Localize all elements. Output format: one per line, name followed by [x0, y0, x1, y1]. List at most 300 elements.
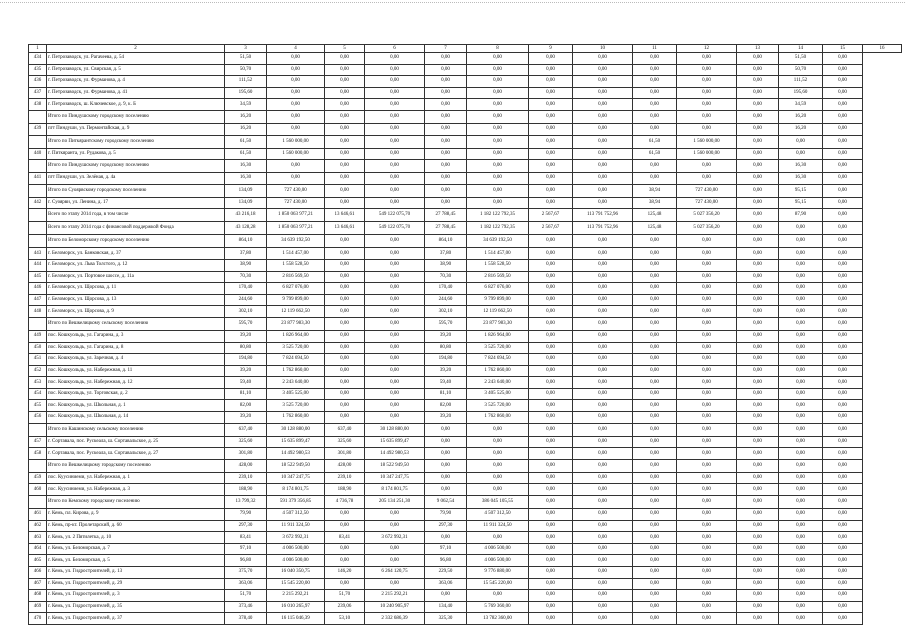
value-cell-col-9: 0,00 — [529, 99, 573, 111]
address-cell: г. Беломорск, ул. Льва Толстого, д. 12 — [47, 259, 225, 271]
value-cell-col-10: 0,00 — [573, 543, 633, 555]
value-cell-col-3: 373,46 — [225, 601, 267, 613]
value-cell-col-9: 0,00 — [529, 436, 573, 448]
row-number: 452 — [29, 365, 47, 377]
value-cell-col-9: 0,00 — [529, 400, 573, 412]
value-cell-col-11: 0,00 — [633, 99, 677, 111]
value-cell-col-11: 0,00 — [633, 173, 677, 185]
value-cell-col-3: 297,30 — [225, 520, 267, 532]
address-cell: пос. Кошкуольдь, ул. Набережная, д. 12 — [47, 377, 225, 389]
value-cell-col-10: 0,00 — [573, 294, 633, 306]
value-cell-col-11: 0,00 — [633, 448, 677, 460]
value-cell-col-10: 0,00 — [573, 484, 633, 496]
address-cell: Итого по Вешкелицкому городскому поселению — [47, 459, 225, 472]
value-cell-col-9: 0,00 — [529, 259, 573, 271]
value-cell-col-10: 0,00 — [573, 412, 633, 424]
value-cell-col-11: 0,00 — [633, 259, 677, 271]
value-cell-col-5: 83,41 — [325, 532, 365, 544]
value-cell-col-5: 0,00 — [325, 543, 365, 555]
value-cell-col-3: 50,70 — [225, 64, 267, 76]
value-cell-col-6: 14 492 980,53 — [365, 448, 425, 460]
value-cell-col-5: 0,00 — [325, 197, 365, 209]
value-cell-col-13: 0,00 — [737, 330, 779, 342]
value-cell-col-13: 0,00 — [737, 76, 779, 88]
value-cell-col-7: 0,00 — [425, 590, 467, 602]
value-cell-col-6: 205 134 251,30 — [365, 496, 425, 509]
value-cell-col-12: 0,00 — [677, 259, 737, 271]
value-cell-col-12: 0,00 — [677, 64, 737, 76]
value-cell-col-4: 16 010 265,97 — [267, 601, 325, 613]
value-cell-col-5: 0,00 — [325, 377, 365, 389]
value-cell-col-11: 0,00 — [633, 271, 677, 283]
value-cell-col-15: 0,00 — [823, 235, 863, 248]
value-cell-col-13: 0,00 — [737, 448, 779, 460]
value-cell-col-5: 53,10 — [325, 613, 365, 625]
subtotal-row — [29, 209, 902, 222]
table-row — [29, 377, 902, 389]
value-cell-col-7: 0,00 — [425, 99, 467, 111]
value-cell-col-6: 0,00 — [365, 184, 425, 197]
value-cell-col-12: 0,00 — [677, 294, 737, 306]
value-cell-col-15: 0,00 — [823, 509, 863, 521]
value-cell-col-9: 0,00 — [529, 306, 573, 318]
value-cell-col-15: 0,00 — [823, 342, 863, 354]
value-cell-col-14: 0,00 — [779, 555, 823, 567]
value-cell-col-9: 0,00 — [529, 448, 573, 460]
value-cell-col-10: 0,00 — [573, 365, 633, 377]
value-cell-col-13: 0,00 — [737, 99, 779, 111]
value-cell-col-7: 229,50 — [425, 567, 467, 579]
value-cell-col-3: 363,06 — [225, 578, 267, 590]
value-cell-col-13: 0,00 — [737, 590, 779, 602]
value-cell-col-12: 0,00 — [677, 578, 737, 590]
value-cell-col-5: 0,00 — [325, 87, 365, 99]
value-cell-col-14: 0,00 — [779, 601, 823, 613]
value-cell-col-4: 1 826 964,00 — [267, 330, 325, 342]
value-cell-col-7: 363,06 — [425, 578, 467, 590]
value-cell-col-14: 95,15 — [779, 197, 823, 209]
value-cell-col-4: 10 347 247,75 — [267, 472, 325, 484]
value-cell-col-14: 0,00 — [779, 423, 823, 436]
value-cell-col-10: 0,00 — [573, 448, 633, 460]
value-cell-col-13: 0,00 — [737, 259, 779, 271]
value-cell-col-6: 0,00 — [365, 76, 425, 88]
table-row — [29, 53, 902, 65]
value-cell-col-8: 0,00 — [467, 135, 529, 148]
value-cell-col-7: 39,20 — [425, 365, 467, 377]
value-cell-col-13: 0,00 — [737, 459, 779, 472]
value-cell-col-6: 10 347 247,75 — [365, 472, 425, 484]
table-row — [29, 354, 902, 366]
value-cell-col-8: 386 045 105,55 — [467, 496, 529, 509]
value-cell-col-14: 111,52 — [779, 76, 823, 88]
value-cell-col-4: 2 215 292,21 — [267, 590, 325, 602]
value-cell-col-5: 0,00 — [325, 578, 365, 590]
value-cell-col-4: 14 492 980,53 — [267, 448, 325, 460]
value-cell-col-9: 0,00 — [529, 342, 573, 354]
value-cell-col-8: 0,00 — [467, 532, 529, 544]
value-cell-col-11: 0,00 — [633, 567, 677, 579]
value-cell-col-13: 0,00 — [737, 209, 779, 222]
row-number: 457 — [29, 436, 47, 448]
value-cell-col-12: 1 560 000,00 — [677, 148, 737, 160]
value-cell-col-3: 595,70 — [225, 317, 267, 330]
value-cell-col-6: 0,00 — [365, 555, 425, 567]
value-cell-col-8: 3 525 720,00 — [467, 342, 529, 354]
value-cell-col-15: 0,00 — [823, 87, 863, 99]
value-cell-col-13: 0,00 — [737, 532, 779, 544]
value-cell-col-13: 0,00 — [737, 601, 779, 613]
value-cell-col-12: 727 430,00 — [677, 197, 737, 209]
subtotal-row — [29, 222, 902, 235]
value-cell-col-5: 0,00 — [325, 173, 365, 185]
value-cell-col-10: 0,00 — [573, 342, 633, 354]
value-cell-col-15: 0,00 — [823, 354, 863, 366]
value-cell-col-11: 0,00 — [633, 64, 677, 76]
value-cell-col-14: 16,20 — [779, 110, 823, 123]
row-number: 447 — [29, 294, 47, 306]
row-number: 458 — [29, 448, 47, 460]
value-cell-col-11: 0,00 — [633, 520, 677, 532]
row-number — [29, 135, 47, 148]
value-cell-col-15: 0,00 — [823, 317, 863, 330]
table-row — [29, 400, 902, 412]
value-cell-col-10: 0,00 — [573, 135, 633, 148]
table-row — [29, 412, 902, 424]
value-cell-col-3: 38,90 — [225, 259, 267, 271]
value-cell-col-5: 51,70 — [325, 590, 365, 602]
value-cell-col-8: 0,00 — [467, 184, 529, 197]
value-cell-col-13: 0,00 — [737, 543, 779, 555]
value-cell-col-3: 244,60 — [225, 294, 267, 306]
value-cell-col-7: 79,90 — [425, 509, 467, 521]
value-cell-col-15: 0,00 — [823, 271, 863, 283]
value-cell-col-15: 0,00 — [823, 601, 863, 613]
value-cell-col-3: 37,80 — [225, 248, 267, 260]
value-cell-col-8: 1 762 860,00 — [467, 412, 529, 424]
value-cell-col-7: 244,60 — [425, 294, 467, 306]
value-cell-col-7: 0,00 — [425, 472, 467, 484]
value-cell-col-14: 34,59 — [779, 99, 823, 111]
row-number: 459 — [29, 472, 47, 484]
value-cell-col-3: 378,40 — [225, 613, 267, 625]
value-cell-col-7: 0,00 — [425, 110, 467, 123]
value-cell-col-9: 0,00 — [529, 64, 573, 76]
value-cell-col-11: 0,00 — [633, 160, 677, 173]
value-cell-col-15: 0,00 — [823, 365, 863, 377]
value-cell-col-10: 0,00 — [573, 148, 633, 160]
value-cell-col-6: 0,00 — [365, 99, 425, 111]
subtotal-row — [29, 317, 902, 330]
address-cell: пос. Кошкуольдь, ул. Школьная, д. 1 — [47, 400, 225, 412]
value-cell-col-4: 16 115 046,39 — [267, 613, 325, 625]
value-cell-col-6: 18 522 949,50 — [365, 459, 425, 472]
row-number — [29, 459, 47, 472]
value-cell-col-12: 0,00 — [677, 76, 737, 88]
row-number: 434 — [29, 53, 47, 65]
value-cell-col-3: 79,90 — [225, 509, 267, 521]
value-cell-col-7: 170,40 — [425, 283, 467, 295]
value-cell-col-15: 0,00 — [823, 123, 863, 135]
value-cell-col-3: 194,80 — [225, 354, 267, 366]
value-cell-col-14: 16,20 — [779, 123, 823, 135]
value-cell-col-9: 0,00 — [529, 87, 573, 99]
value-cell-col-12: 0,00 — [677, 87, 737, 99]
value-cell-col-14: 0,00 — [779, 135, 823, 148]
value-cell-col-7: 0,00 — [425, 173, 467, 185]
value-cell-col-4: 2 243 640,00 — [267, 377, 325, 389]
value-cell-col-13: 0,00 — [737, 412, 779, 424]
value-cell-col-12: 0,00 — [677, 160, 737, 173]
value-cell-col-10: 0,00 — [573, 520, 633, 532]
value-cell-col-7: 302,10 — [425, 306, 467, 318]
value-cell-col-14: 0,00 — [779, 306, 823, 318]
value-cell-col-13: 0,00 — [737, 509, 779, 521]
value-cell-col-10: 0,00 — [573, 197, 633, 209]
row-number — [29, 160, 47, 173]
value-cell-col-6: 0,00 — [365, 148, 425, 160]
value-cell-col-10: 0,00 — [573, 123, 633, 135]
value-cell-col-14: 0,00 — [779, 496, 823, 509]
value-cell-col-13: 0,00 — [737, 388, 779, 400]
row-number: 441 — [29, 173, 47, 185]
value-cell-col-13: 0,00 — [737, 294, 779, 306]
value-cell-col-3: 61,50 — [225, 148, 267, 160]
value-cell-col-13: 0,00 — [737, 436, 779, 448]
value-cell-col-10: 0,00 — [573, 160, 633, 173]
value-cell-col-12: 727 430,00 — [677, 184, 737, 197]
value-cell-col-9: 0,00 — [529, 459, 573, 472]
value-cell-col-7: 37,80 — [425, 248, 467, 260]
table-row — [29, 543, 902, 555]
value-cell-col-9: 0,00 — [529, 135, 573, 148]
value-cell-col-6: 30 128 880,00 — [365, 423, 425, 436]
value-cell-col-15: 0,00 — [823, 306, 863, 318]
value-cell-col-6: 549 122 075,70 — [365, 222, 425, 235]
value-cell-col-10: 0,00 — [573, 64, 633, 76]
value-cell-col-15: 0,00 — [823, 173, 863, 185]
value-cell-col-11: 0,00 — [633, 578, 677, 590]
column-header-6: 6 — [365, 45, 425, 53]
value-cell-col-9: 0,00 — [529, 148, 573, 160]
value-cell-col-6: 2 215 292,21 — [365, 590, 425, 602]
address-cell: г. Беломорск, ул. Щорсова, д. 13 — [47, 294, 225, 306]
value-cell-col-13: 0,00 — [737, 423, 779, 436]
value-cell-col-14: 0,00 — [779, 365, 823, 377]
value-cell-col-8: 4 006 500,00 — [467, 543, 529, 555]
value-cell-col-11: 38,94 — [633, 197, 677, 209]
value-cell-col-13: 0,00 — [737, 173, 779, 185]
value-cell-col-9: 0,00 — [529, 543, 573, 555]
value-cell-col-3: 43 216,18 — [225, 209, 267, 222]
value-cell-col-7: 59,40 — [425, 377, 467, 389]
value-cell-col-13: 0,00 — [737, 283, 779, 295]
row-number — [29, 184, 47, 197]
value-cell-col-6: 0,00 — [365, 365, 425, 377]
value-cell-col-5: 0,00 — [325, 53, 365, 65]
value-cell-col-14: 0,00 — [779, 509, 823, 521]
value-cell-col-13: 0,00 — [737, 578, 779, 590]
value-cell-col-3: 61,50 — [225, 135, 267, 148]
value-cell-col-7: 194,80 — [425, 354, 467, 366]
value-cell-col-8: 0,00 — [467, 64, 529, 76]
value-cell-col-8: 0,00 — [467, 110, 529, 123]
value-cell-col-10: 0,00 — [573, 532, 633, 544]
value-cell-col-10: 0,00 — [573, 173, 633, 185]
value-cell-col-15: 0,00 — [823, 543, 863, 555]
value-cell-col-7: 0,00 — [425, 135, 467, 148]
value-cell-col-14: 0,00 — [779, 248, 823, 260]
value-cell-col-3: 239,10 — [225, 472, 267, 484]
table-row — [29, 342, 902, 354]
value-cell-col-14: 0,00 — [779, 484, 823, 496]
value-cell-col-13: 0,00 — [737, 400, 779, 412]
value-cell-col-14: 0,00 — [779, 578, 823, 590]
value-cell-col-3: 375,70 — [225, 567, 267, 579]
value-cell-col-11: 0,00 — [633, 459, 677, 472]
value-cell-col-8: 0,00 — [467, 160, 529, 173]
value-cell-col-14: 0,00 — [779, 590, 823, 602]
value-cell-col-9: 0,00 — [529, 509, 573, 521]
value-cell-col-10: 0,00 — [573, 110, 633, 123]
value-cell-col-3: 864,10 — [225, 235, 267, 248]
value-cell-col-3: 51,70 — [225, 590, 267, 602]
value-cell-col-4: 0,00 — [267, 64, 325, 76]
value-cell-col-14: 0,00 — [779, 377, 823, 389]
value-cell-col-4: 3 525 720,00 — [267, 400, 325, 412]
address-cell: пгт Пиндуши, ул. Пермонтайская, д. 9 — [47, 123, 225, 135]
table-row — [29, 613, 902, 625]
value-cell-col-15: 0,00 — [823, 567, 863, 579]
value-cell-col-7: 0,00 — [425, 53, 467, 65]
value-cell-col-15: 0,00 — [823, 135, 863, 148]
address-cell: пос. Кошкуольдь, ул. Гагарина, д. 8 — [47, 342, 225, 354]
value-cell-col-12: 0,00 — [677, 472, 737, 484]
value-cell-col-15: 0,00 — [823, 496, 863, 509]
value-cell-col-3: 428,00 — [225, 459, 267, 472]
value-cell-col-5: 0,00 — [325, 148, 365, 160]
value-cell-col-12: 0,00 — [677, 613, 737, 625]
value-cell-col-13: 0,00 — [737, 567, 779, 579]
value-cell-col-13: 0,00 — [737, 365, 779, 377]
value-cell-col-4: 18 522 949,50 — [267, 459, 325, 472]
value-cell-col-14: 0,00 — [779, 520, 823, 532]
value-cell-col-5: 13 646,61 — [325, 222, 365, 235]
value-cell-col-12: 0,00 — [677, 99, 737, 111]
value-cell-col-13: 0,00 — [737, 248, 779, 260]
value-cell-col-11: 0,00 — [633, 377, 677, 389]
value-cell-col-10: 0,00 — [573, 235, 633, 248]
value-cell-col-4: 1 560 000,00 — [267, 135, 325, 148]
column-header-9: 9 — [529, 45, 573, 53]
value-cell-col-13: 0,00 — [737, 520, 779, 532]
row-number: 454 — [29, 388, 47, 400]
value-cell-col-5: 13 646,61 — [325, 209, 365, 222]
address-cell: г. Кемь, ул. Беломорская, д. 5 — [47, 555, 225, 567]
value-cell-col-11: 0,00 — [633, 53, 677, 65]
value-cell-col-11: 0,00 — [633, 484, 677, 496]
value-cell-col-15: 0,00 — [823, 184, 863, 197]
value-cell-col-9: 0,00 — [529, 248, 573, 260]
value-cell-col-11: 0,00 — [633, 532, 677, 544]
row-number: 435 — [29, 64, 47, 76]
value-cell-col-7: 0,00 — [425, 123, 467, 135]
value-cell-col-7: 595,70 — [425, 317, 467, 330]
value-cell-col-14: 16,30 — [779, 173, 823, 185]
value-cell-col-3: 16,30 — [225, 173, 267, 185]
value-cell-col-15: 0,00 — [823, 64, 863, 76]
value-cell-col-10: 0,00 — [573, 567, 633, 579]
value-cell-col-15: 0,00 — [823, 377, 863, 389]
value-cell-col-10: 0,00 — [573, 578, 633, 590]
value-cell-col-7: 38,90 — [425, 259, 467, 271]
value-cell-col-14: 0,00 — [779, 283, 823, 295]
value-cell-col-9: 2 567,67 — [529, 222, 573, 235]
value-cell-col-14: 195,60 — [779, 87, 823, 99]
address-cell: пос. Кошкуольдь, ул. Набережная, д. 11 — [47, 365, 225, 377]
value-cell-col-12: 0,00 — [677, 601, 737, 613]
value-cell-col-3: 195,60 — [225, 87, 267, 99]
value-cell-col-9: 0,00 — [529, 317, 573, 330]
value-cell-col-15: 0,00 — [823, 259, 863, 271]
address-cell: г. Питкяранта, ул. Рудакова, д. 5 — [47, 148, 225, 160]
value-cell-col-15: 0,00 — [823, 388, 863, 400]
value-cell-col-9: 0,00 — [529, 235, 573, 248]
value-cell-col-9: 0,00 — [529, 110, 573, 123]
address-cell: пгт Пиндуши, ул. Зелёная, д. 4а — [47, 173, 225, 185]
value-cell-col-7: 0,00 — [425, 459, 467, 472]
address-cell: Всего по этапу 2014 года, в том числе — [47, 209, 225, 222]
table-row — [29, 259, 902, 271]
table-row — [29, 532, 902, 544]
row-number — [29, 222, 47, 235]
value-cell-col-10: 0,00 — [573, 330, 633, 342]
value-cell-col-13: 0,00 — [737, 123, 779, 135]
value-cell-col-5: 301,80 — [325, 448, 365, 460]
table-row — [29, 271, 902, 283]
value-cell-col-13: 0,00 — [737, 87, 779, 99]
value-cell-col-4: 30 128 880,00 — [267, 423, 325, 436]
value-cell-col-13: 0,00 — [737, 53, 779, 65]
value-cell-col-6: 549 122 075,70 — [365, 209, 425, 222]
value-cell-col-4: 0,00 — [267, 99, 325, 111]
value-cell-col-7: 297,30 — [425, 520, 467, 532]
value-cell-col-8: 6 827 076,00 — [467, 283, 529, 295]
table-row — [29, 87, 902, 99]
table-row — [29, 472, 902, 484]
value-cell-col-9: 0,00 — [529, 271, 573, 283]
value-cell-col-14: 16,30 — [779, 160, 823, 173]
table-body — [29, 53, 902, 625]
value-cell-col-4: 727 430,00 — [267, 197, 325, 209]
value-cell-col-5: 0,00 — [325, 184, 365, 197]
value-cell-col-8: 9 776 880,00 — [467, 567, 529, 579]
value-cell-col-5: 0,00 — [325, 135, 365, 148]
subtotal-row — [29, 110, 902, 123]
value-cell-col-12: 5 027 356,20 — [677, 209, 737, 222]
subtotal-row — [29, 496, 902, 509]
value-cell-col-4: 1 558 528,50 — [267, 259, 325, 271]
value-cell-col-9: 0,00 — [529, 484, 573, 496]
value-cell-col-9: 0,00 — [529, 173, 573, 185]
column-header-3: 3 — [225, 45, 267, 53]
value-cell-col-12: 0,00 — [677, 123, 737, 135]
value-cell-col-7: 0,00 — [425, 436, 467, 448]
value-cell-col-7: 0,00 — [425, 532, 467, 544]
value-cell-col-10: 0,00 — [573, 271, 633, 283]
value-cell-col-9: 0,00 — [529, 388, 573, 400]
table-row — [29, 197, 902, 209]
